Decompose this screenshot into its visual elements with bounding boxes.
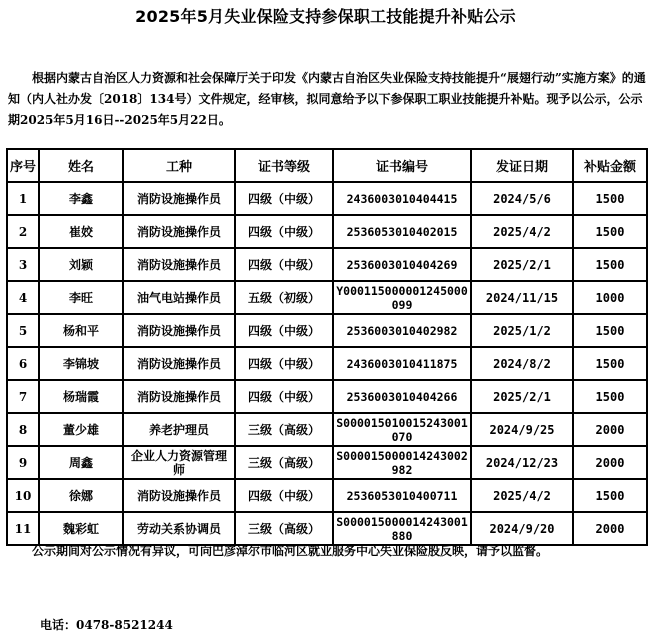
cell-cert: S000015000014243001880 <box>333 512 471 545</box>
col-header-name: 姓名 <box>39 149 123 182</box>
cell-level: 四级（中级） <box>235 215 333 248</box>
cell-name: 李旺 <box>39 281 123 314</box>
cell-amount: 1500 <box>573 182 647 215</box>
cell-level: 五级（初级） <box>235 281 333 314</box>
cell-job: 消防设施操作员 <box>123 380 235 413</box>
cell-amount: 1500 <box>573 215 647 248</box>
cell-cert: S000015010015243001070 <box>333 413 471 446</box>
cell-no: 3 <box>7 248 39 281</box>
cell-name: 刘颖 <box>39 248 123 281</box>
table-row <box>7 380 647 413</box>
table-row <box>7 446 647 479</box>
cell-no: 2 <box>7 215 39 248</box>
cell-date: 2024/8/2 <box>471 347 573 380</box>
cell-job: 消防设施操作员 <box>123 182 235 215</box>
cell-level: 四级（中级） <box>235 248 333 281</box>
cell-level: 四级（中级） <box>235 347 333 380</box>
objection-notice: 公示期间对公示情况有异议，可向巴彦淖尔市临河区就业服务中心失业保险股反映，请予以监督。 <box>32 544 549 558</box>
cell-level: 三级（高级） <box>235 512 333 545</box>
cell-date: 2024/12/23 <box>471 446 573 479</box>
cell-no: 8 <box>7 413 39 446</box>
cell-no: 5 <box>7 314 39 347</box>
cell-name: 崔姣 <box>39 215 123 248</box>
cell-amount: 1500 <box>573 248 647 281</box>
cell-name: 董少雄 <box>39 413 123 446</box>
table-row <box>7 413 647 446</box>
cell-cert: 2536053010400711 <box>333 479 471 512</box>
cell-no: 7 <box>7 380 39 413</box>
cell-amount: 1500 <box>573 314 647 347</box>
intro-paragraph: 根据内蒙古自治区人力资源和社会保障厅关于印发《内蒙古自治区失业保险支持技能提升“展翅行动”实施方案》的通知（内人社办发〔2018〕134号）文件规定，经审核，拟同意给予以下参保职工职业技能提升补贴。现予以公示，公示期2025年5月16日--2025年5月22日。 <box>8 71 646 127</box>
col-header-amount: 补贴金额 <box>573 149 647 182</box>
cell-level: 四级（中级） <box>235 380 333 413</box>
cell-amount: 2000 <box>573 512 647 545</box>
table-header-row <box>7 149 647 182</box>
cell-name: 魏彩虹 <box>39 512 123 545</box>
cell-job: 养老护理员 <box>123 413 235 446</box>
table-row <box>7 479 647 512</box>
cell-job: 消防设施操作员 <box>123 479 235 512</box>
cell-no: 4 <box>7 281 39 314</box>
cell-date: 2025/2/1 <box>471 380 573 413</box>
cell-date: 2025/4/2 <box>471 215 573 248</box>
contact-phone: 电话：0478-8521244 <box>40 618 173 632</box>
cell-cert: 2536003010402982 <box>333 314 471 347</box>
cell-name: 李鑫 <box>39 182 123 215</box>
cell-date: 2025/2/1 <box>471 248 573 281</box>
cell-name: 杨瑞霞 <box>39 380 123 413</box>
table-row <box>7 248 647 281</box>
cell-no: 6 <box>7 347 39 380</box>
cell-date: 2025/1/2 <box>471 314 573 347</box>
cell-cert: S000015000014243002982 <box>333 446 471 479</box>
col-header-cert: 证书编号 <box>333 149 471 182</box>
cell-name: 杨和平 <box>39 314 123 347</box>
cell-amount: 2000 <box>573 446 647 479</box>
cell-amount: 1000 <box>573 281 647 314</box>
cell-amount: 1500 <box>573 347 647 380</box>
cell-amount: 2000 <box>573 413 647 446</box>
col-header-date: 发证日期 <box>471 149 573 182</box>
table-row <box>7 281 647 314</box>
cell-level: 三级（高级） <box>235 413 333 446</box>
cell-job: 劳动关系协调员 <box>123 512 235 545</box>
cell-name: 周鑫 <box>39 446 123 479</box>
col-header-job: 工种 <box>123 149 235 182</box>
table-row <box>7 314 647 347</box>
cell-no: 10 <box>7 479 39 512</box>
table-row <box>7 182 647 215</box>
cell-no: 1 <box>7 182 39 215</box>
cell-amount: 1500 <box>573 380 647 413</box>
subsidy-table <box>6 148 648 546</box>
cell-amount: 1500 <box>573 479 647 512</box>
col-header-no: 序号 <box>7 149 39 182</box>
table-row <box>7 347 647 380</box>
cell-level: 四级（中级） <box>235 314 333 347</box>
cell-date: 2024/9/25 <box>471 413 573 446</box>
col-header-level: 证书等级 <box>235 149 333 182</box>
cell-cert: 2536003010404269 <box>333 248 471 281</box>
cell-job: 消防设施操作员 <box>123 314 235 347</box>
cell-name: 李锦坡 <box>39 347 123 380</box>
cell-date: 2025/4/2 <box>471 479 573 512</box>
cell-job: 消防设施操作员 <box>123 248 235 281</box>
cell-cert: 2536053010402015 <box>333 215 471 248</box>
cell-cert: 2536003010404266 <box>333 380 471 413</box>
cell-level: 四级（中级） <box>235 182 333 215</box>
page-title: 2025年5月失业保险支持参保职工技能提升补贴公示 <box>135 7 516 26</box>
cell-date: 2024/9/20 <box>471 512 573 545</box>
cell-job: 消防设施操作员 <box>123 347 235 380</box>
cell-cert: Y000115000001245000099 <box>333 281 471 314</box>
cell-no: 9 <box>7 446 39 479</box>
cell-job: 油气电站操作员 <box>123 281 235 314</box>
cell-no: 11 <box>7 512 39 545</box>
cell-date: 2024/11/15 <box>471 281 573 314</box>
cell-cert: 2436003010404415 <box>333 182 471 215</box>
table-row <box>7 215 647 248</box>
cell-job: 企业人力资源管理师 <box>123 446 235 479</box>
cell-job: 消防设施操作员 <box>123 215 235 248</box>
cell-cert: 2436003010411875 <box>333 347 471 380</box>
cell-name: 徐娜 <box>39 479 123 512</box>
cell-date: 2024/5/6 <box>471 182 573 215</box>
cell-level: 四级（中级） <box>235 479 333 512</box>
cell-level: 三级（高级） <box>235 446 333 479</box>
